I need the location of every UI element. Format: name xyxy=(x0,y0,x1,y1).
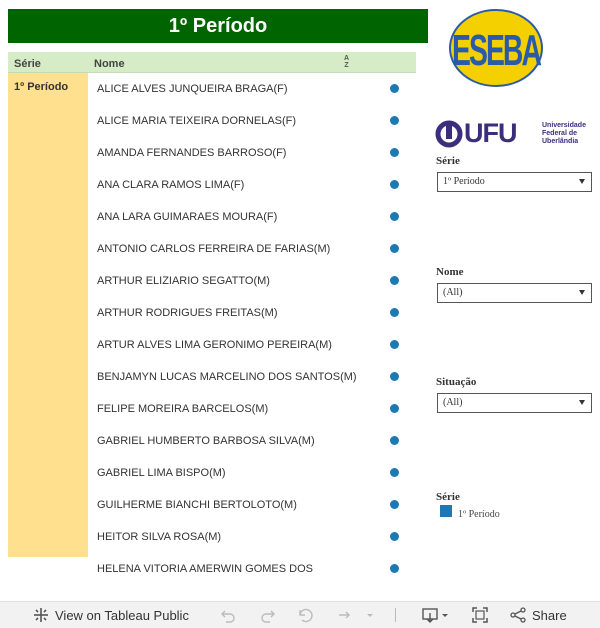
table-row[interactable] xyxy=(88,297,416,329)
status-dot-mark[interactable] xyxy=(390,276,399,285)
ufu-emblem-icon xyxy=(436,121,462,147)
filter-nome-dropdown[interactable] xyxy=(437,283,592,303)
status-dot-mark[interactable] xyxy=(390,500,399,509)
status-dot-mark[interactable] xyxy=(390,84,399,93)
status-dot-mark[interactable] xyxy=(390,116,399,125)
student-name: ALICE MARIA TEIXEIRA DORNELAS(F) xyxy=(97,115,297,127)
filter-situacao-dropdown[interactable] xyxy=(437,393,592,413)
student-name: GABRIEL LIMA BISPO(M) xyxy=(97,467,226,479)
redo-icon[interactable] xyxy=(260,606,276,624)
status-dot-mark[interactable] xyxy=(390,564,399,573)
student-name: HEITOR SILVA ROSA(M) xyxy=(97,531,222,543)
status-dot-mark[interactable] xyxy=(390,532,399,541)
filter-nome-value: (All) xyxy=(443,287,463,298)
undo-icon[interactable] xyxy=(220,606,236,624)
table-row[interactable] xyxy=(88,233,416,265)
tableau-toolbar xyxy=(0,601,600,628)
table-row[interactable] xyxy=(88,201,416,233)
filter-serie-value: 1º Período xyxy=(443,176,485,187)
column-header-serie[interactable]: Série xyxy=(14,58,41,70)
status-dot-mark[interactable] xyxy=(390,308,399,317)
revert-icon[interactable] xyxy=(298,606,314,624)
download-icon[interactable] xyxy=(421,606,449,624)
status-dot-mark[interactable] xyxy=(390,468,399,477)
table-row[interactable] xyxy=(88,489,416,521)
fullscreen-icon[interactable] xyxy=(472,606,488,624)
view-on-tableau-button[interactable] xyxy=(33,606,189,624)
student-name: AMANDA FERNANDES BARROSO(F) xyxy=(97,147,287,159)
chevron-down-icon[interactable] xyxy=(366,606,374,624)
sort-az-icon[interactable]: A Z xyxy=(344,55,350,69)
legend-title: Série xyxy=(436,491,460,503)
tableau-logo-icon xyxy=(33,607,49,623)
student-name: FELIPE MOREIRA BARCELOS(M) xyxy=(97,403,269,415)
table-header xyxy=(8,52,416,73)
ufu-wordmark: UFU xyxy=(464,118,517,148)
chevron-down-icon xyxy=(579,400,585,405)
student-name: ALICE ALVES JUNQUEIRA BRAGA(F) xyxy=(97,83,288,95)
refresh-icon[interactable] xyxy=(336,606,352,624)
column-header-nome[interactable]: Nome xyxy=(94,58,125,70)
status-dot-mark[interactable] xyxy=(390,180,399,189)
table-rows xyxy=(88,73,416,585)
status-dot-mark[interactable] xyxy=(390,340,399,349)
dashboard-title: 1º Período xyxy=(8,9,428,43)
student-name: ARTUR ALVES LIMA GERONIMO PEREIRA(M) xyxy=(97,339,332,351)
eseba-logo xyxy=(447,8,547,88)
toolbar-divider xyxy=(395,608,396,622)
table-row[interactable] xyxy=(88,521,416,553)
status-dot-mark[interactable] xyxy=(390,244,399,253)
chevron-down-icon xyxy=(579,179,585,184)
table-row[interactable] xyxy=(88,265,416,297)
ufu-logo xyxy=(436,118,596,150)
filter-serie-dropdown[interactable] xyxy=(437,172,592,192)
student-name: ANA CLARA RAMOS LIMA(F) xyxy=(97,179,245,191)
status-dot-mark[interactable] xyxy=(390,436,399,445)
share-button[interactable] xyxy=(510,606,567,624)
status-dot-mark[interactable] xyxy=(390,212,399,221)
table-row[interactable] xyxy=(88,73,416,105)
student-name: GABRIEL HUMBERTO BARBOSA SILVA(M) xyxy=(97,435,315,447)
table-row[interactable] xyxy=(88,425,416,457)
share-icon xyxy=(510,607,526,623)
share-label: Share xyxy=(532,607,567,623)
table-row[interactable] xyxy=(88,169,416,201)
table-row[interactable] xyxy=(88,457,416,489)
student-name: ARTHUR ELIZIARIO SEGATTO(M) xyxy=(97,275,270,287)
filter-situacao-value: (All) xyxy=(443,397,463,408)
table-row[interactable] xyxy=(88,329,416,361)
student-name: BENJAMYN LUCAS MARCELINO DOS SANTOS(M) xyxy=(97,371,357,383)
ufu-subtitle: Universidade Federal de Uberlândia xyxy=(542,122,586,145)
status-dot-mark[interactable] xyxy=(390,148,399,157)
student-name: HELENA VITORIA AMERWIN GOMES DOS xyxy=(97,563,313,575)
filter-situacao-label: Situação xyxy=(436,376,477,388)
serie-cell-label: 1º Período xyxy=(14,81,69,93)
view-on-tableau-label: View on Tableau Public xyxy=(55,607,189,623)
svg-text:ESEBA: ESEBA xyxy=(452,26,542,75)
student-name: GUILHERME BIANCHI BERTOLOTO(M) xyxy=(97,499,297,511)
chevron-down-icon xyxy=(579,290,585,295)
status-dot-mark[interactable] xyxy=(390,404,399,413)
table-row[interactable] xyxy=(88,361,416,393)
table-row[interactable] xyxy=(88,393,416,425)
student-name: ANA LARA GUIMARAES MOURA(F) xyxy=(97,211,278,223)
student-name: ARTHUR RODRIGUES FREITAS(M) xyxy=(97,307,278,319)
student-table xyxy=(8,52,416,575)
filter-nome-label: Nome xyxy=(436,266,464,278)
serie-cell xyxy=(8,73,88,557)
legend-item-label[interactable]: 1º Período xyxy=(458,509,500,520)
table-row[interactable] xyxy=(88,553,416,585)
filter-serie-label: Série xyxy=(436,155,460,167)
status-dot-mark[interactable] xyxy=(390,372,399,381)
table-row[interactable] xyxy=(88,105,416,137)
legend-swatch[interactable] xyxy=(440,505,452,517)
student-name: ANTONIO CARLOS FERREIRA DE FARIAS(M) xyxy=(97,243,331,255)
table-row[interactable] xyxy=(88,137,416,169)
